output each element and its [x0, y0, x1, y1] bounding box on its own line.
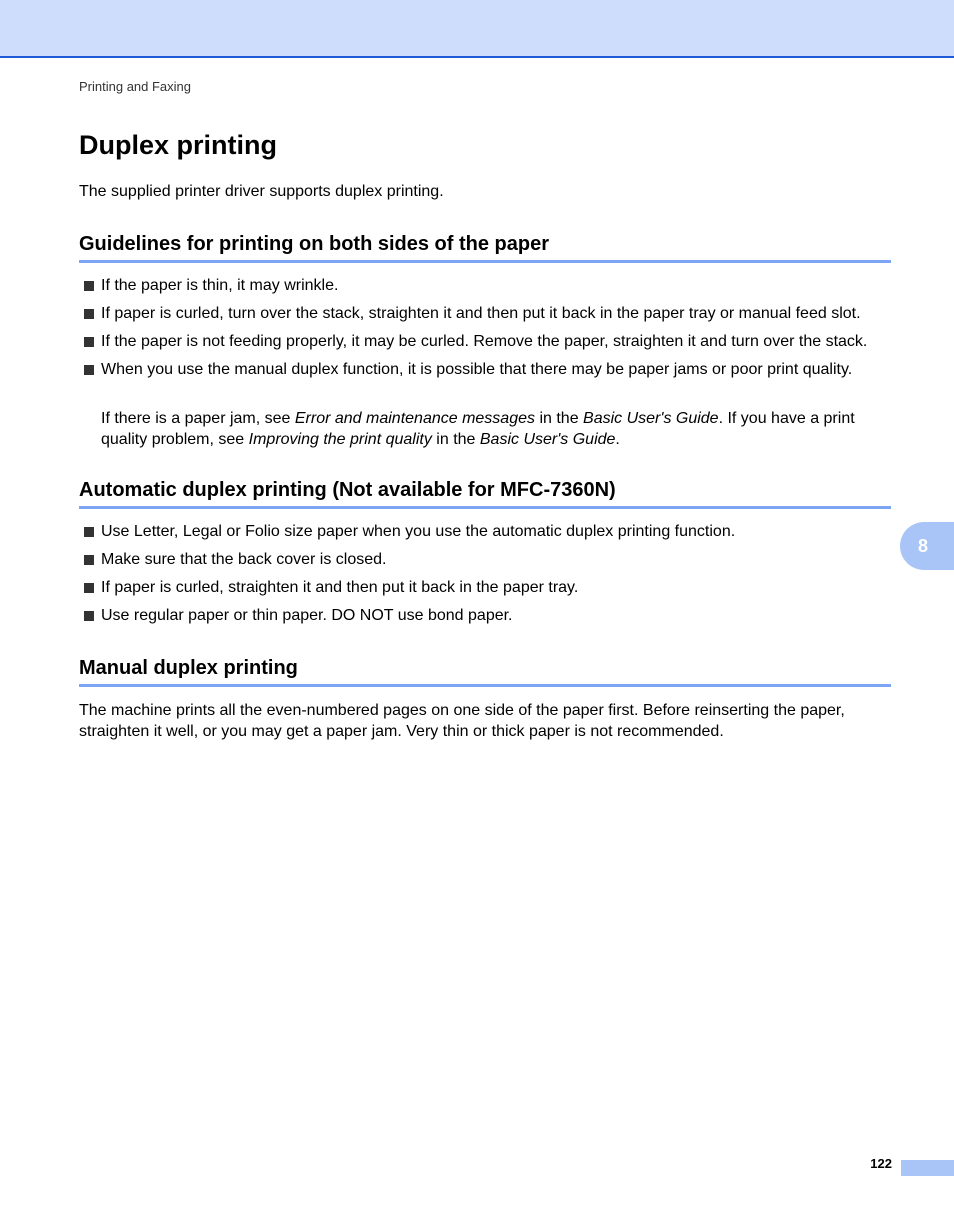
reference-link: Error and maintenance messages — [294, 410, 535, 427]
list-item: If paper is curled, turn over the stack, straighten it and then put it back in the paper tray or manual feed slot. — [84, 304, 896, 324]
header-band — [0, 0, 954, 58]
intro-text: The supplied printer driver supports duplex printing. — [79, 183, 444, 200]
reference-link: Basic User's Guide — [479, 431, 616, 448]
square-bullet-icon — [84, 309, 94, 319]
square-bullet-icon — [84, 555, 94, 565]
reference-link: Improving the print quality — [248, 431, 432, 448]
section-heading-automatic: Automatic duplex printing (Not available for MFC-7360N) — [79, 479, 891, 509]
section-heading-guidelines: Guidelines for printing on both sides of the paper — [79, 233, 891, 263]
list-item: Use Letter, Legal or Folio size paper when you use the automatic duplex printing function. — [84, 522, 896, 542]
automatic-list — [84, 522, 896, 634]
manual-paragraph: The machine prints all the even-numbered pages on one side of the paper first. Before reinserting the paper, straighten it well, or you may get a paper jam. Very thin or thick paper is not recommended. — [79, 702, 845, 740]
list-item: Use regular paper or thin paper. DO NOT use bond paper. — [84, 606, 896, 626]
square-bullet-icon — [84, 611, 94, 621]
list-item: If the paper is not feeding properly, it may be curled. Remove the paper, straighten it and turn over the stack. — [84, 332, 896, 352]
square-bullet-icon — [84, 583, 94, 593]
list-item: If paper is curled, straighten it and then put it back in the paper tray. — [84, 578, 896, 598]
list-item: Make sure that the back cover is closed. — [84, 550, 896, 570]
square-bullet-icon — [84, 527, 94, 537]
square-bullet-icon — [84, 365, 94, 375]
running-header: Printing and Faxing — [79, 79, 192, 94]
square-bullet-icon — [84, 281, 94, 291]
section-heading-manual: Manual duplex printing — [79, 657, 891, 687]
page-number: 122 — [870, 1156, 892, 1171]
chapter-number: 8 — [917, 536, 928, 556]
list-item: When you use the manual duplex function, it is possible that there may be paper jams or poor print quality. — [84, 360, 896, 380]
guidelines-list — [84, 276, 896, 388]
reference-link: Basic User's Guide — [583, 410, 719, 427]
list-item: If the paper is thin, it may wrinkle. — [84, 276, 896, 296]
paper-jam-note: If there is a paper jam, see Error and maintenance messages in the Basic User's Guide. If you have a print quality problem, see Improving the print quality in the Basic User's Guide. — [101, 410, 855, 448]
chapter-tab[interactable] — [900, 522, 954, 570]
page-title: Duplex printing — [79, 130, 277, 160]
page-number-bar — [901, 1160, 954, 1176]
square-bullet-icon — [84, 337, 94, 347]
